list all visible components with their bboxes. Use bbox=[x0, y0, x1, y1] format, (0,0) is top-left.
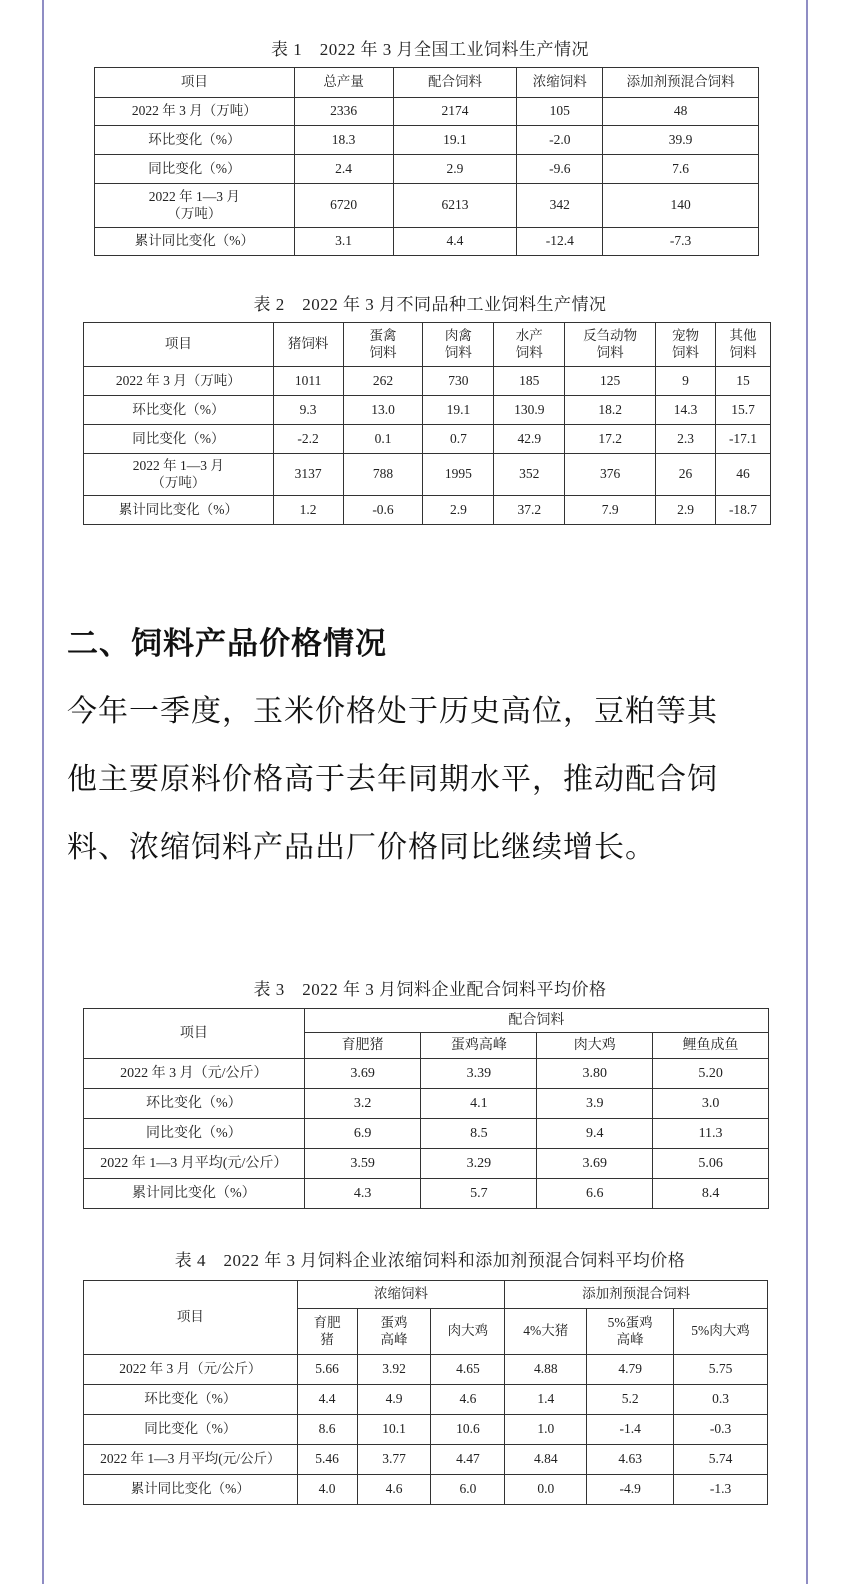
table4-row-label: 同比变化（%） bbox=[84, 1415, 298, 1445]
table3-cell: 3.59 bbox=[304, 1149, 421, 1179]
table2-cell: 730 bbox=[423, 367, 494, 396]
table1-header-row bbox=[95, 68, 759, 98]
section-paragraph bbox=[67, 678, 792, 882]
table2-row-label: 累计同比变化（%） bbox=[84, 496, 274, 525]
table1-cell: -12.4 bbox=[517, 228, 603, 256]
table4-subheader: 4%大猪 bbox=[505, 1309, 587, 1355]
table1-cell: 342 bbox=[517, 184, 603, 228]
table2-header: 水产 饲料 bbox=[494, 323, 565, 367]
table2-cell: 15.7 bbox=[716, 396, 771, 425]
table3-cell: 11.3 bbox=[653, 1119, 769, 1149]
table1 bbox=[94, 67, 759, 256]
table2-cell: 18.2 bbox=[565, 396, 656, 425]
table4-cell: 0.0 bbox=[505, 1475, 587, 1505]
table1-row-label: 2022 年 3 月（万吨） bbox=[95, 98, 295, 126]
table1-cell: -9.6 bbox=[517, 155, 603, 184]
table3-row bbox=[84, 1089, 769, 1119]
table3-cell: 3.2 bbox=[304, 1089, 421, 1119]
table1-row bbox=[95, 228, 759, 256]
table4-row bbox=[84, 1385, 768, 1415]
table4-cell: 10.1 bbox=[357, 1415, 431, 1445]
table3-row bbox=[84, 1119, 769, 1149]
table1-row bbox=[95, 155, 759, 184]
table2-header: 猪饲料 bbox=[273, 323, 343, 367]
table1-row bbox=[95, 126, 759, 155]
table4-cell: -1.3 bbox=[674, 1475, 768, 1505]
table1-cell: 3.1 bbox=[294, 228, 393, 256]
table2-cell: 376 bbox=[565, 454, 656, 496]
table2-cell: 19.1 bbox=[423, 396, 494, 425]
table4-cell: 4.65 bbox=[431, 1355, 505, 1385]
table3-group-header: 配合饲料 bbox=[304, 1009, 768, 1033]
table3-cell: 3.39 bbox=[421, 1059, 537, 1089]
table2-cell: 2.9 bbox=[423, 496, 494, 525]
table3-cell: 5.20 bbox=[653, 1059, 769, 1089]
table2-cell: 3137 bbox=[273, 454, 343, 496]
table2-row-label: 同比变化（%） bbox=[84, 425, 274, 454]
table4-cell: 5.66 bbox=[297, 1355, 357, 1385]
table1-header: 浓缩饲料 bbox=[517, 68, 603, 98]
table3-cell: 3.9 bbox=[537, 1089, 653, 1119]
table3 bbox=[83, 1008, 769, 1209]
table4-row bbox=[84, 1475, 768, 1505]
table4-item-header: 项目 bbox=[84, 1281, 298, 1355]
table4-subheader: 肉大鸡 bbox=[431, 1309, 505, 1355]
table1-header: 项目 bbox=[95, 68, 295, 98]
table2-header: 肉禽 饲料 bbox=[423, 323, 494, 367]
table4-cell: 1.4 bbox=[505, 1385, 587, 1415]
table1-cell: 140 bbox=[603, 184, 759, 228]
table2-cell: 7.9 bbox=[565, 496, 656, 525]
table1-cell: 4.4 bbox=[393, 228, 517, 256]
table2-cell: 0.7 bbox=[423, 425, 494, 454]
paragraph-line: 他主要原料价格高于去年同期水平，推动配合饲 bbox=[67, 762, 718, 797]
table3-cell: 3.69 bbox=[537, 1149, 653, 1179]
table2-header: 其他 饲料 bbox=[716, 323, 771, 367]
table1-header: 总产量 bbox=[294, 68, 393, 98]
table3-cell: 3.80 bbox=[537, 1059, 653, 1089]
table4-row bbox=[84, 1445, 768, 1475]
table2-cell: -0.6 bbox=[343, 496, 423, 525]
table2-row bbox=[84, 454, 771, 496]
table2-cell: -18.7 bbox=[716, 496, 771, 525]
table2-header: 宠物 饲料 bbox=[656, 323, 716, 367]
table2-header: 蛋禽 饲料 bbox=[343, 323, 423, 367]
table2-cell: 2.9 bbox=[656, 496, 716, 525]
table1-cell: 2.9 bbox=[393, 155, 517, 184]
table1-cell: 2.4 bbox=[294, 155, 393, 184]
table4-cell: 8.6 bbox=[297, 1415, 357, 1445]
table2-row bbox=[84, 367, 771, 396]
table4-group-row bbox=[84, 1281, 768, 1309]
table2-cell: 46 bbox=[716, 454, 771, 496]
table1-cell: 48 bbox=[603, 98, 759, 126]
table2-cell: 15 bbox=[716, 367, 771, 396]
table4-group1-header: 浓缩饲料 bbox=[297, 1281, 505, 1309]
table4-cell: 4.4 bbox=[297, 1385, 357, 1415]
table2-header-row bbox=[84, 323, 771, 367]
table1-cell: -7.3 bbox=[603, 228, 759, 256]
table4-cell: -0.3 bbox=[674, 1415, 768, 1445]
table2-cell: 352 bbox=[494, 454, 565, 496]
section-heading: 二、饲料产品价格情况 bbox=[67, 626, 387, 662]
table2-cell: 9.3 bbox=[273, 396, 343, 425]
table2-cell: 788 bbox=[343, 454, 423, 496]
table2-row bbox=[84, 496, 771, 525]
table1-row-label: 同比变化（%） bbox=[95, 155, 295, 184]
table3-cell: 5.7 bbox=[421, 1179, 537, 1209]
table4-cell: -1.4 bbox=[587, 1415, 674, 1445]
table1-row-label: 累计同比变化（%） bbox=[95, 228, 295, 256]
table3-cell: 8.5 bbox=[421, 1119, 537, 1149]
table3-cell: 5.06 bbox=[653, 1149, 769, 1179]
table2-cell: 17.2 bbox=[565, 425, 656, 454]
table3-row-label: 同比变化（%） bbox=[84, 1119, 305, 1149]
table4-row-label: 2022 年 3 月（元/公斤） bbox=[84, 1355, 298, 1385]
table1-cell: 19.1 bbox=[393, 126, 517, 155]
table2-cell: 9 bbox=[656, 367, 716, 396]
table4-row bbox=[84, 1415, 768, 1445]
table2-header: 项目 bbox=[84, 323, 274, 367]
table3-cell: 9.4 bbox=[537, 1119, 653, 1149]
table4-cell: 5.75 bbox=[674, 1355, 768, 1385]
table2 bbox=[83, 322, 771, 525]
table3-row-label: 2022 年 3 月（元/公斤） bbox=[84, 1059, 305, 1089]
paragraph-line: 今年一季度，玉米价格处于历史高位，豆粕等其 bbox=[67, 694, 718, 729]
table1-cell: 7.6 bbox=[603, 155, 759, 184]
table3-row-label: 环比变化（%） bbox=[84, 1089, 305, 1119]
table3-subheader: 蛋鸡高峰 bbox=[421, 1033, 537, 1059]
table4-row-label: 2022 年 1—3 月平均(元/公斤） bbox=[84, 1445, 298, 1475]
table4-row bbox=[84, 1355, 768, 1385]
table3-subheader: 育肥猪 bbox=[304, 1033, 421, 1059]
table4-cell: 0.3 bbox=[674, 1385, 768, 1415]
table3-cell: 3.29 bbox=[421, 1149, 537, 1179]
table2-row bbox=[84, 396, 771, 425]
table2-cell: 42.9 bbox=[494, 425, 565, 454]
table2-cell: 130.9 bbox=[494, 396, 565, 425]
table2-caption: 表 2 2022 年 3 月不同品种工业饲料生产情况 bbox=[253, 295, 607, 314]
table1-cell: 6213 bbox=[393, 184, 517, 228]
table3-cell: 3.69 bbox=[304, 1059, 421, 1089]
table4-caption: 表 4 2022 年 3 月饲料企业浓缩饲料和添加剂预混合饲料平均价格 bbox=[174, 1251, 686, 1270]
table4-row-label: 环比变化（%） bbox=[84, 1385, 298, 1415]
table3-row bbox=[84, 1149, 769, 1179]
table3-row bbox=[84, 1179, 769, 1209]
table3-cell: 3.0 bbox=[653, 1089, 769, 1119]
table4-cell: 10.6 bbox=[431, 1415, 505, 1445]
table4-cell: 4.84 bbox=[505, 1445, 587, 1475]
table3-item-header: 项目 bbox=[84, 1009, 305, 1059]
table4-cell: 1.0 bbox=[505, 1415, 587, 1445]
table3-cell: 8.4 bbox=[653, 1179, 769, 1209]
table4-cell: 4.9 bbox=[357, 1385, 431, 1415]
table2-cell: 37.2 bbox=[494, 496, 565, 525]
table1-caption: 表 1 2022 年 3 月全国工业饲料生产情况 bbox=[271, 40, 589, 59]
table4-group2-header: 添加剂预混合饲料 bbox=[505, 1281, 768, 1309]
table2-cell: 125 bbox=[565, 367, 656, 396]
table4-cell: 3.77 bbox=[357, 1445, 431, 1475]
table3-row-label: 累计同比变化（%） bbox=[84, 1179, 305, 1209]
table4-cell: 4.47 bbox=[431, 1445, 505, 1475]
table4-cell: 5.74 bbox=[674, 1445, 768, 1475]
table2-cell: -17.1 bbox=[716, 425, 771, 454]
table2-cell: 14.3 bbox=[656, 396, 716, 425]
table2-cell: 13.0 bbox=[343, 396, 423, 425]
table3-subheader: 肉大鸡 bbox=[537, 1033, 653, 1059]
table2-header: 反刍动物 饲料 bbox=[565, 323, 656, 367]
table4-subheader: 5%肉大鸡 bbox=[674, 1309, 768, 1355]
table1-row bbox=[95, 98, 759, 126]
table3-cell: 6.6 bbox=[537, 1179, 653, 1209]
table3-cell: 4.1 bbox=[421, 1089, 537, 1119]
table2-row-label: 环比变化（%） bbox=[84, 396, 274, 425]
table4-cell: 6.0 bbox=[431, 1475, 505, 1505]
table1-cell: -2.0 bbox=[517, 126, 603, 155]
table4-cell: 4.79 bbox=[587, 1355, 674, 1385]
table2-cell: -2.2 bbox=[273, 425, 343, 454]
table3-cell: 6.9 bbox=[304, 1119, 421, 1149]
table4-cell: 4.6 bbox=[431, 1385, 505, 1415]
table4-row-label: 累计同比变化（%） bbox=[84, 1475, 298, 1505]
table1-row bbox=[95, 184, 759, 228]
table2-cell: 0.1 bbox=[343, 425, 423, 454]
table4-cell: 5.46 bbox=[297, 1445, 357, 1475]
table4-cell: -4.9 bbox=[587, 1475, 674, 1505]
table1-row-label: 2022 年 1—3 月 （万吨） bbox=[95, 184, 295, 228]
table1-cell: 39.9 bbox=[603, 126, 759, 155]
table1-cell: 2174 bbox=[393, 98, 517, 126]
table4-cell: 5.2 bbox=[587, 1385, 674, 1415]
table3-subheader: 鲤鱼成鱼 bbox=[653, 1033, 769, 1059]
table4-subheader: 蛋鸡 高峰 bbox=[357, 1309, 431, 1355]
table4-subheader: 育肥 猪 bbox=[297, 1309, 357, 1355]
table3-row bbox=[84, 1059, 769, 1089]
table1-row-label: 环比变化（%） bbox=[95, 126, 295, 155]
table2-cell: 1.2 bbox=[273, 496, 343, 525]
table4-cell: 4.6 bbox=[357, 1475, 431, 1505]
table4-subheader: 5%蛋鸡 高峰 bbox=[587, 1309, 674, 1355]
table1-header: 配合饲料 bbox=[393, 68, 517, 98]
paragraph-line: 料、浓缩饲料产品出厂价格同比继续增长。 bbox=[67, 830, 656, 865]
table2-row-label: 2022 年 1—3 月 （万吨） bbox=[84, 454, 274, 496]
table1-cell: 6720 bbox=[294, 184, 393, 228]
table4-cell: 3.92 bbox=[357, 1355, 431, 1385]
table3-caption: 表 3 2022 年 3 月饲料企业配合饲料平均价格 bbox=[253, 980, 607, 999]
table4-cell: 4.63 bbox=[587, 1445, 674, 1475]
table3-row-label: 2022 年 1—3 月平均(元/公斤） bbox=[84, 1149, 305, 1179]
table4-cell: 4.0 bbox=[297, 1475, 357, 1505]
table2-row-label: 2022 年 3 月（万吨） bbox=[84, 367, 274, 396]
table2-cell: 2.3 bbox=[656, 425, 716, 454]
table2-cell: 262 bbox=[343, 367, 423, 396]
table1-header: 添加剂预混合饲料 bbox=[603, 68, 759, 98]
table1-cell: 105 bbox=[517, 98, 603, 126]
table1-cell: 2336 bbox=[294, 98, 393, 126]
table4-cell: 4.88 bbox=[505, 1355, 587, 1385]
table2-cell: 26 bbox=[656, 454, 716, 496]
table4 bbox=[83, 1280, 768, 1505]
table2-cell: 1995 bbox=[423, 454, 494, 496]
table2-row bbox=[84, 425, 771, 454]
table1-cell: 18.3 bbox=[294, 126, 393, 155]
table3-cell: 4.3 bbox=[304, 1179, 421, 1209]
table2-cell: 185 bbox=[494, 367, 565, 396]
table3-group-row bbox=[84, 1009, 769, 1033]
table2-cell: 1011 bbox=[273, 367, 343, 396]
